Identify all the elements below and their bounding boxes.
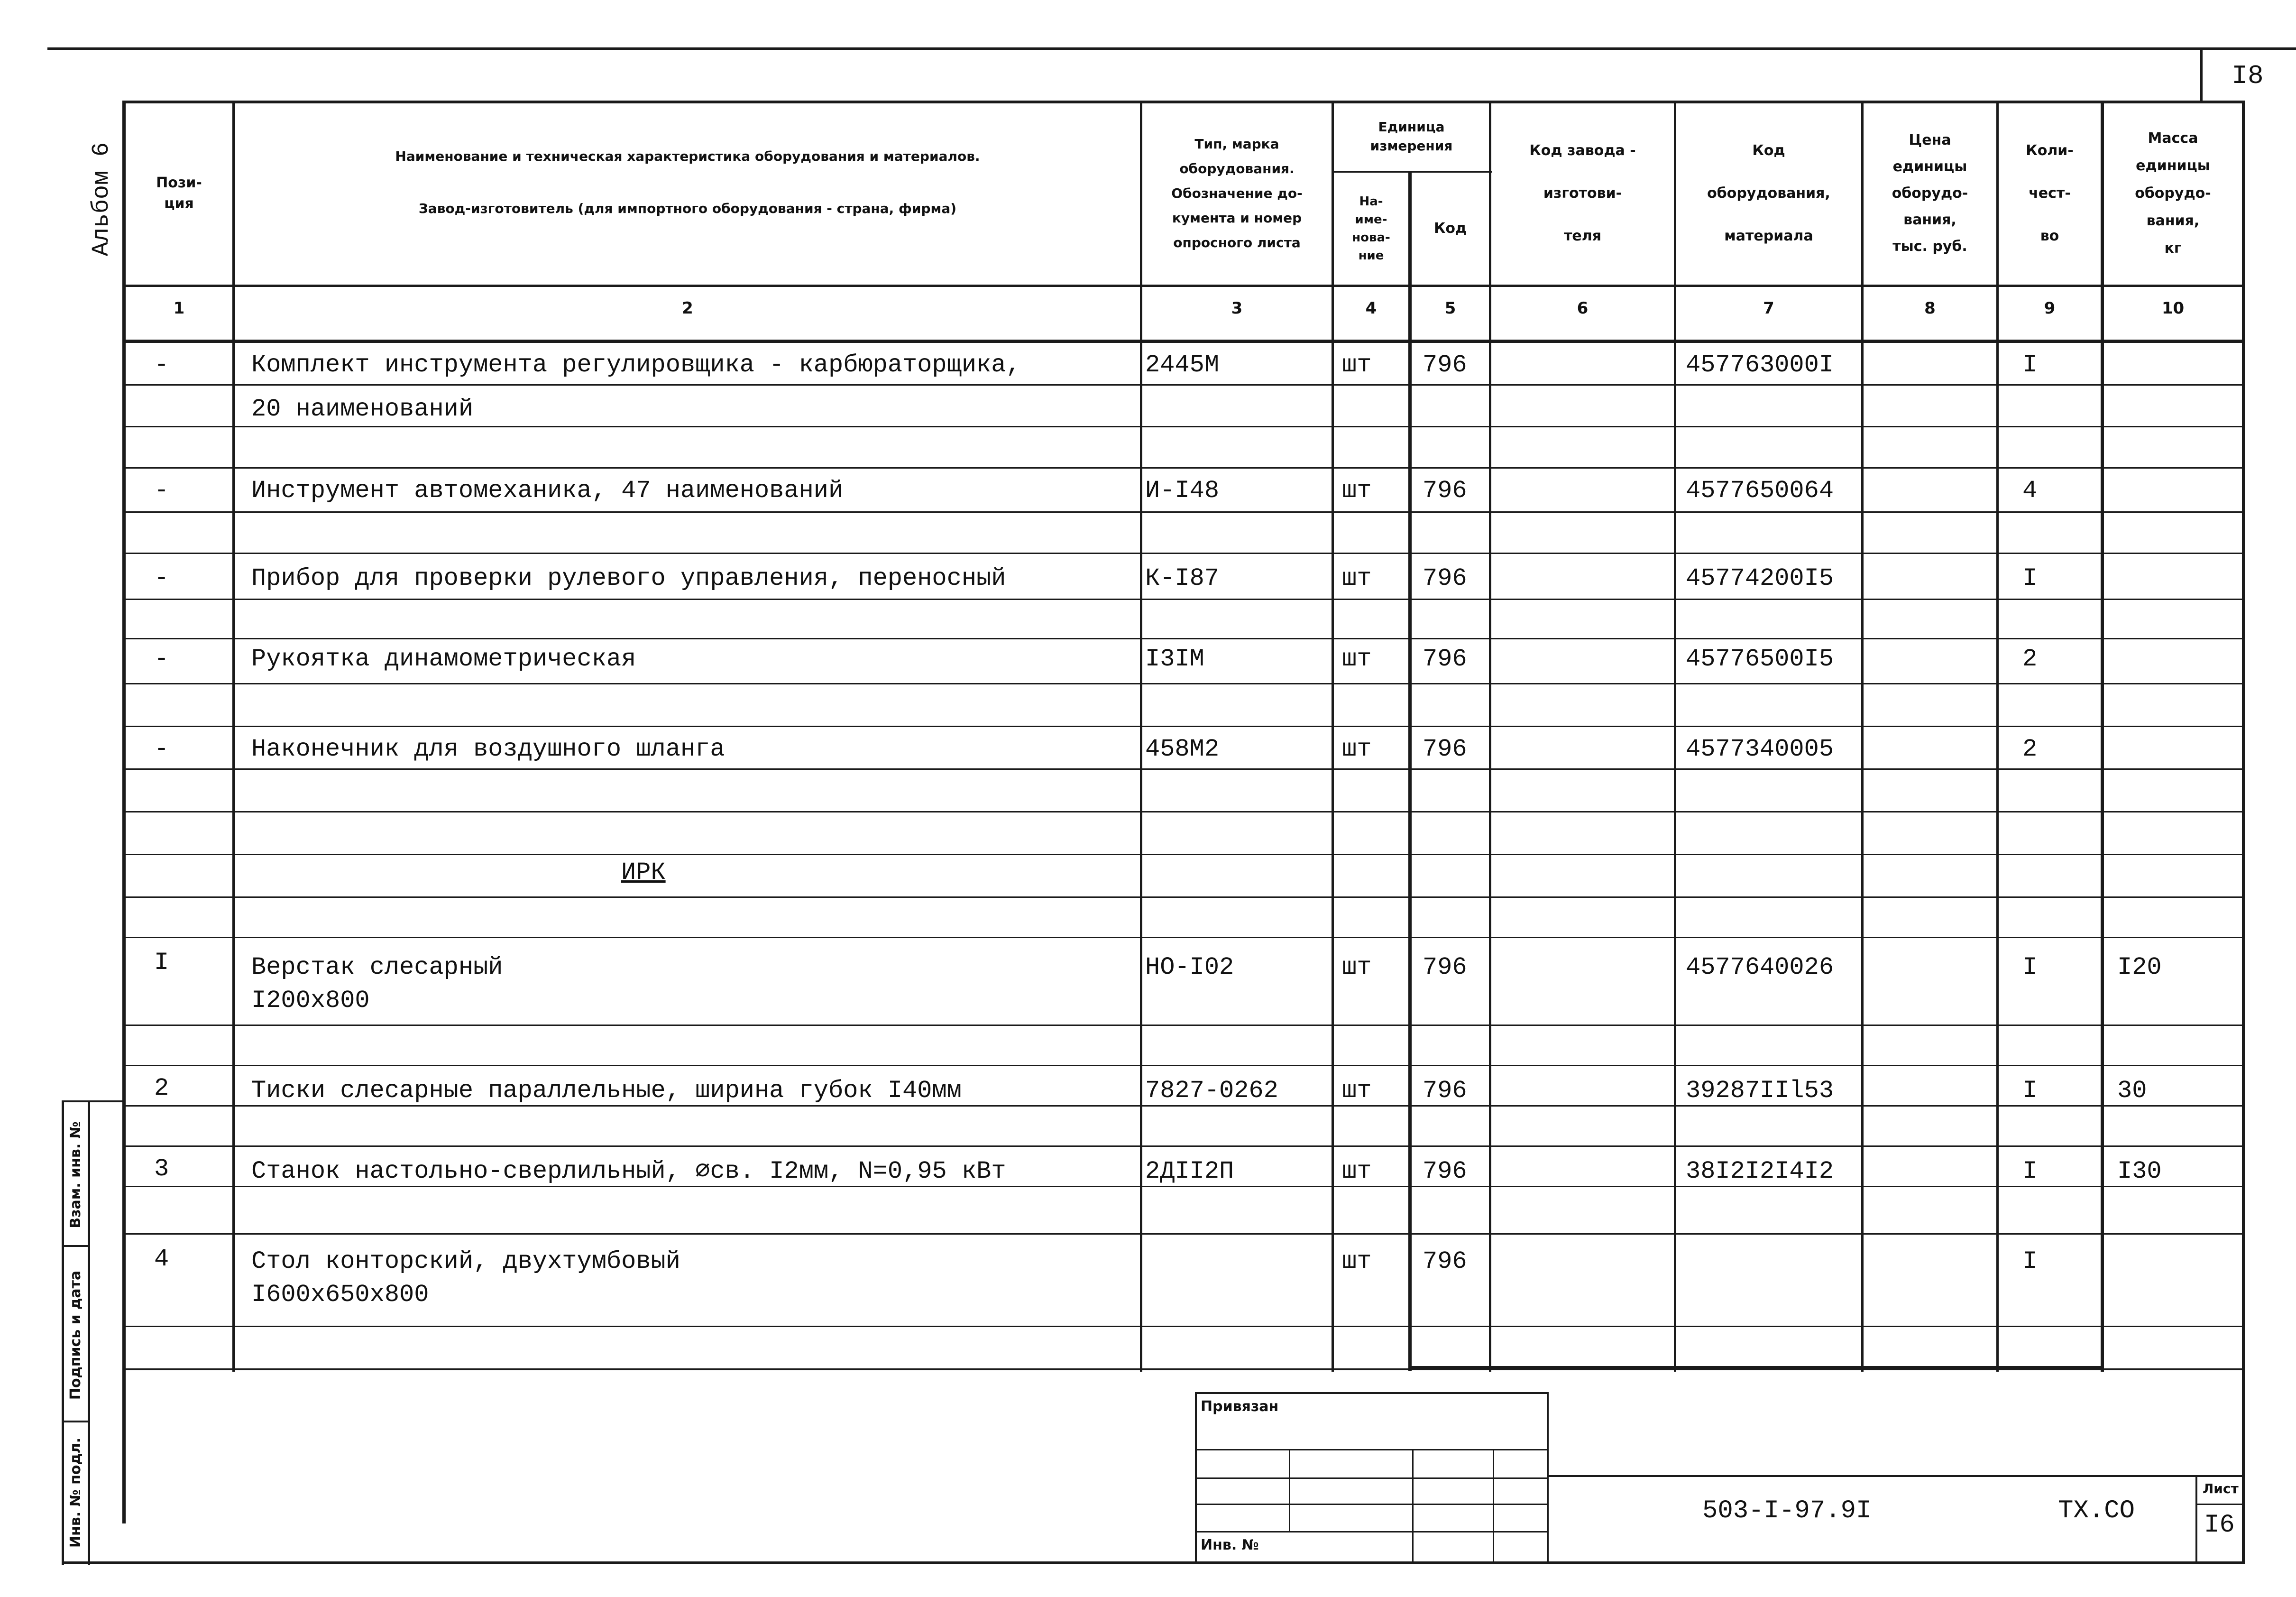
row-line xyxy=(122,467,2245,469)
table-row-code: 796 xyxy=(1423,351,1467,379)
row-line xyxy=(122,1233,2245,1235)
table-row-name: Рукоятка динамометрическая xyxy=(251,645,636,673)
list-number: I6 xyxy=(2204,1511,2235,1540)
table-row-name: Инструмент автомеханика, 47 наименований xyxy=(251,477,844,505)
table-row-name: Верстак слесарный xyxy=(251,953,503,981)
stamp-privyazan-top xyxy=(1195,1392,1548,1394)
doc-code: 503-I-97.9I xyxy=(1702,1496,1872,1525)
table-row-equip-code: 4577650064 xyxy=(1686,477,1834,505)
colnum-5: 5 xyxy=(1444,299,1456,318)
table-row-name: 20 наименований xyxy=(251,395,474,423)
colnum-3: 3 xyxy=(1231,299,1243,318)
table-row-pos: - xyxy=(154,351,169,379)
table-row-unit: шт xyxy=(1342,1247,1372,1275)
side-vzam: Взам. инв. № xyxy=(67,1121,84,1228)
table-row-name: Стол конторский, двухтумбовый xyxy=(251,1247,680,1275)
header-unit: Единица измерения xyxy=(1370,119,1453,154)
header-price: Цена единицы оборудо- вания, тыс. руб. xyxy=(1892,132,1968,255)
top-rule xyxy=(47,47,2296,50)
row-line xyxy=(122,1065,2245,1066)
side-strip-bottom xyxy=(62,1561,2245,1564)
header-unit-code: Код xyxy=(1433,220,1467,237)
table-row-equip-code: 45774200I5 xyxy=(1686,564,1834,592)
table-row-equip-code: 4577340005 xyxy=(1686,735,1834,763)
table-row-unit: шт xyxy=(1342,351,1372,379)
row-line xyxy=(122,384,2245,386)
row-line xyxy=(122,638,2245,639)
list-label: Лист xyxy=(2203,1481,2239,1496)
col-div-9 xyxy=(2101,101,2104,1372)
stamp-grid-h1 xyxy=(1195,1449,1548,1450)
table-row-unit: шт xyxy=(1342,735,1372,763)
table-row-mass: I20 xyxy=(2117,953,2162,981)
colnum-6: 6 xyxy=(1577,299,1589,318)
table-row-mass: I30 xyxy=(2117,1157,2162,1185)
header-name-line2: Завод-изготовитель (для импортного оборудования - страна, фирма) xyxy=(418,201,957,216)
table-row-type: НО-I02 xyxy=(1145,953,1234,981)
table-row-code: 796 xyxy=(1423,735,1467,763)
header-position: Пози- ция xyxy=(156,175,202,212)
title-block-list-div xyxy=(2195,1504,2245,1505)
col-div-4 xyxy=(1408,171,1412,1371)
table-row-equip-code: 4577640026 xyxy=(1686,953,1834,981)
table-row-code: 796 xyxy=(1423,564,1467,592)
table-row-pos: - xyxy=(154,564,169,592)
table-row-pos: 2 xyxy=(154,1074,169,1102)
row-line xyxy=(122,1326,2245,1327)
sheet-corner-number: I8 xyxy=(2232,61,2264,91)
header-name-line1: Наименование и техническая характеристика оборудования и материалов. xyxy=(395,148,980,164)
header-factory-code: Код завода - изготови- теля xyxy=(1529,142,1636,244)
table-row-type: 2ДII2П xyxy=(1145,1157,1234,1185)
doc-section: ТХ.СО xyxy=(2058,1496,2135,1525)
table-row-qty: I xyxy=(2022,564,2038,592)
stamp-grid-v1 xyxy=(1289,1449,1290,1532)
row-line xyxy=(122,511,2245,513)
header-mass: Масса единицы оборудо- вания, кг xyxy=(2135,130,2211,257)
table-row-pos: - xyxy=(154,735,169,763)
header-type: Тип, марка оборудования. Обозначение до- кумента и номер опросного листа xyxy=(1171,136,1303,250)
table-row-unit: шт xyxy=(1342,645,1372,673)
colnum-4: 4 xyxy=(1365,299,1377,318)
stamp-privyazan-label: Привязан xyxy=(1201,1398,1279,1415)
frame-right xyxy=(2242,101,2245,1561)
table-row-name: I600x650x800 xyxy=(251,1281,429,1309)
colnum-7: 7 xyxy=(1763,299,1774,318)
corner-box-left xyxy=(2200,47,2203,102)
table-row-qty: 4 xyxy=(2022,477,2038,505)
table-row-code: 796 xyxy=(1423,645,1467,673)
header-equip-code: Код оборудования, материала xyxy=(1707,142,1830,244)
table-row-mass: 30 xyxy=(2117,1077,2147,1105)
table-row-equip-code: 45776500I5 xyxy=(1686,645,1834,673)
colnum-bottom xyxy=(122,340,2245,343)
table-row-equip-code: 457763000I xyxy=(1686,351,1834,379)
table-row-name: I200x800 xyxy=(251,987,370,1015)
table-row-code: 796 xyxy=(1423,953,1467,981)
table-row-unit: шт xyxy=(1342,477,1372,505)
row-line xyxy=(122,1025,2245,1026)
colnum-10: 10 xyxy=(2161,299,2185,318)
stamp-grid-h4 xyxy=(1195,1531,1548,1532)
table-row-type: 458М2 xyxy=(1145,735,1220,763)
table-row-unit: шт xyxy=(1342,564,1372,592)
colnum-2: 2 xyxy=(682,299,693,318)
stamp-grid-v2 xyxy=(1412,1449,1414,1563)
row-line xyxy=(122,553,2245,554)
table-row-name: Тиски слесарные параллельные, ширина губок I40мм xyxy=(251,1077,962,1105)
table-row-code: 796 xyxy=(1423,477,1467,505)
table-row-pos: 3 xyxy=(154,1155,169,1183)
album-label: Альбом 6 xyxy=(88,142,115,257)
row-line xyxy=(122,937,2245,938)
table-row-qty: I xyxy=(2022,1157,2038,1185)
row-line xyxy=(122,599,2245,600)
colnum-8: 8 xyxy=(1924,299,1936,318)
table-row-name: Прибор для проверки рулевого управления, переносный xyxy=(251,564,1006,592)
table-row-type: 7827-0262 xyxy=(1145,1077,1278,1105)
side-podpis: Подпись и дата xyxy=(67,1270,84,1400)
table-row-code: 796 xyxy=(1423,1077,1467,1105)
table-row-qty: I xyxy=(2022,1077,2038,1105)
table-row-code: 796 xyxy=(1423,1157,1467,1185)
table-row-unit: шт xyxy=(1342,953,1372,981)
table-row-type: 2445М xyxy=(1145,351,1220,379)
title-block-list-left xyxy=(2195,1475,2197,1563)
stamp-grid-v3 xyxy=(1493,1449,1494,1563)
table-row-type: И-I48 xyxy=(1145,477,1220,505)
side-strip-top xyxy=(62,1100,123,1102)
table-row-name: Комплект инструмента регулировщика - карбюраторщика, xyxy=(251,351,1021,379)
colnum-1: 1 xyxy=(173,299,185,318)
row-line xyxy=(122,726,2245,727)
table-row-pos: 4 xyxy=(154,1245,169,1273)
header-qty: Коли- чест- во xyxy=(2026,142,2074,244)
title-block-top xyxy=(1547,1475,2245,1477)
table-row-code: 796 xyxy=(1423,1247,1467,1275)
row-line xyxy=(122,683,2245,684)
table-row-name: Наконечник для воздушного шланга xyxy=(251,735,725,763)
row-line xyxy=(122,768,2245,770)
table-row-pos: - xyxy=(154,477,169,505)
row-line xyxy=(122,1145,2245,1147)
table-row-qty: I xyxy=(2022,351,2038,379)
table-row-qty: 2 xyxy=(2022,645,2038,673)
table-row-pos: - xyxy=(154,645,169,673)
side-strip-mid xyxy=(88,1100,90,1565)
table-row-equip-code: 39287IIl53 xyxy=(1686,1077,1834,1105)
table-row-unit: шт xyxy=(1342,1077,1372,1105)
table-row-name: Станок настольно-сверлильный, ⌀св. I2мм, N=0,95 кВт xyxy=(251,1157,1006,1185)
side-inv-podl: Инв. № подл. xyxy=(67,1437,84,1548)
table-row-qty: 2 xyxy=(2022,735,2038,763)
header-unit-name: На- име- нова- ние xyxy=(1352,194,1390,263)
row-line xyxy=(122,811,2245,812)
row-line xyxy=(122,426,2245,427)
stamp-inv-label: Инв. № xyxy=(1201,1537,1259,1553)
table-row-equip-code: 38I2I2I4I2 xyxy=(1686,1157,1834,1185)
table-row-unit: шт xyxy=(1342,1157,1372,1185)
stamp-grid-h2 xyxy=(1195,1477,1548,1479)
table-row-pos: I xyxy=(154,949,169,977)
table-row-type: К-I87 xyxy=(1145,564,1220,592)
section-heading-irk: ИРК xyxy=(621,859,666,886)
row-line xyxy=(122,854,2245,855)
table-row-qty: I xyxy=(2022,953,2038,981)
table-row-qty: I xyxy=(2022,1247,2038,1275)
row-line xyxy=(122,896,2245,898)
colnum-9: 9 xyxy=(2044,299,2056,318)
stamp-grid-h3 xyxy=(1195,1504,1548,1505)
table-bottom xyxy=(122,1368,2245,1370)
table-row-type: I3IМ xyxy=(1145,645,1204,673)
